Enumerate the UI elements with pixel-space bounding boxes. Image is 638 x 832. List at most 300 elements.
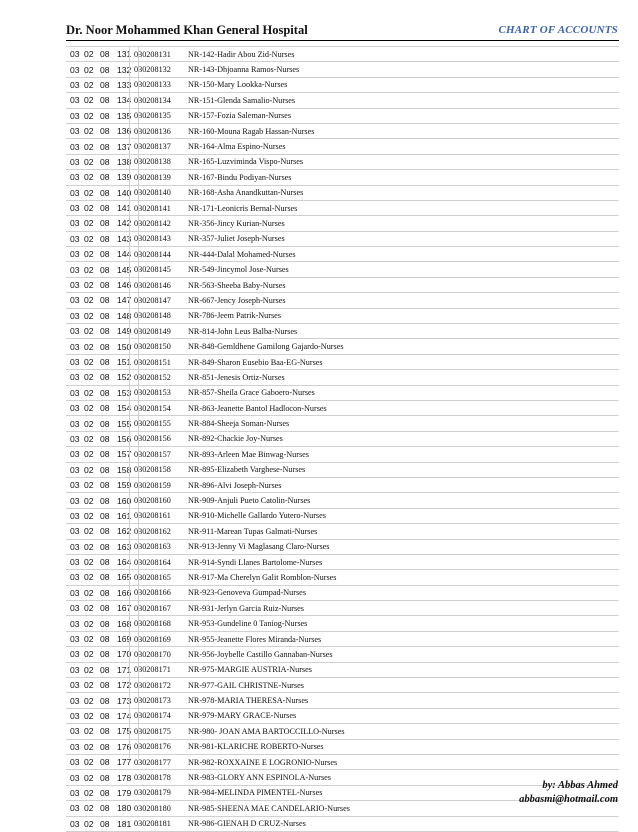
level2-code: 02	[80, 724, 96, 739]
account-name: NR-892-Chackie Joy-Nurses	[188, 431, 619, 446]
level2-code: 02	[80, 416, 96, 431]
level2-code: 02	[80, 247, 96, 262]
level4-code: 165	[113, 570, 134, 585]
level4-code: 148	[113, 308, 134, 323]
level2-code: 02	[80, 62, 96, 77]
level3-code: 08	[96, 308, 113, 323]
account-number: 030208178	[134, 770, 188, 785]
level2-code: 02	[80, 554, 96, 569]
table-row	[66, 308, 619, 323]
table-row	[66, 400, 619, 415]
level1-code: 03	[66, 185, 80, 200]
account-name: NR-917-Ma Cherelyn Galit Romblon-Nurses	[188, 570, 619, 585]
account-number: 030208160	[134, 493, 188, 508]
level1-code: 03	[66, 477, 80, 492]
account-number: 030208174	[134, 708, 188, 723]
level1-code: 03	[66, 816, 80, 831]
account-name: NR-667-Jency Joseph-Nurses	[188, 293, 619, 308]
level2-code: 02	[80, 185, 96, 200]
level1-code: 03	[66, 601, 80, 616]
table-row	[66, 647, 619, 662]
account-name: NR-982-ROXXAINE E LOGRONIO-Nurses	[188, 754, 619, 769]
level4-code: 166	[113, 585, 134, 600]
level2-code: 02	[80, 277, 96, 292]
level1-code: 03	[66, 447, 80, 462]
table-row	[66, 431, 619, 446]
account-name: NR-848-Gemldhene Gamilong Gajardo-Nurses	[188, 339, 619, 354]
level3-code: 08	[96, 123, 113, 138]
account-number: 030208179	[134, 785, 188, 800]
level2-code: 02	[80, 678, 96, 693]
account-name: NR-171-Leonicris Bernal-Nurses	[188, 200, 619, 215]
level4-code: 155	[113, 416, 134, 431]
level2-code: 02	[80, 770, 96, 785]
level4-code: 143	[113, 231, 134, 246]
account-name: NR-786-Jeem Patrik-Nurses	[188, 308, 619, 323]
level2-code: 02	[80, 647, 96, 662]
account-number: 030208169	[134, 631, 188, 646]
table-row	[66, 370, 619, 385]
account-name: NR-975-MARGIE AUSTRIA-Nurses	[188, 662, 619, 677]
table-row	[66, 62, 619, 77]
account-number: 030208143	[134, 231, 188, 246]
table-row	[66, 123, 619, 138]
level4-code: 141	[113, 200, 134, 215]
hospital-title: Dr. Noor Mohammed Khan General Hospital	[66, 23, 308, 37]
table-row	[66, 447, 619, 462]
header-divider	[66, 40, 619, 41]
account-name: NR-979-MARY GRACE-Nurses	[188, 708, 619, 723]
level1-code: 03	[66, 724, 80, 739]
level3-code: 08	[96, 739, 113, 754]
level4-code: 154	[113, 400, 134, 415]
level1-code: 03	[66, 108, 80, 123]
table-row	[66, 524, 619, 539]
account-name: NR-168-Asha Anandkuttan-Nurses	[188, 185, 619, 200]
account-number: 030208168	[134, 616, 188, 631]
level2-code: 02	[80, 601, 96, 616]
level4-code: 181	[113, 816, 134, 831]
level4-code: 156	[113, 431, 134, 446]
table-row	[66, 216, 619, 231]
level3-code: 08	[96, 354, 113, 369]
level4-code: 137	[113, 139, 134, 154]
level2-code: 02	[80, 693, 96, 708]
table-row	[66, 678, 619, 693]
level3-code: 08	[96, 554, 113, 569]
account-name: NR-913-Jenny Vi Maglasang Claro-Nurses	[188, 539, 619, 554]
account-number: 030208149	[134, 324, 188, 339]
account-number: 030208181	[134, 816, 188, 831]
level3-code: 08	[96, 801, 113, 816]
table-row	[66, 77, 619, 92]
author-credit: by: Abbas Ahmed	[542, 780, 618, 791]
level2-code: 02	[80, 662, 96, 677]
account-name: NR-953-Gundeline 0 Taniog-Nurses	[188, 616, 619, 631]
account-number: 030208159	[134, 477, 188, 492]
account-number: 030208138	[134, 154, 188, 169]
level3-code: 08	[96, 508, 113, 523]
account-number: 030208157	[134, 447, 188, 462]
level4-code: 135	[113, 108, 134, 123]
level3-code: 08	[96, 816, 113, 831]
table-row	[66, 293, 619, 308]
account-number: 030208158	[134, 462, 188, 477]
level4-code: 131	[113, 47, 134, 62]
table-row	[66, 139, 619, 154]
account-number: 030208173	[134, 693, 188, 708]
level1-code: 03	[66, 123, 80, 138]
level1-code: 03	[66, 308, 80, 323]
level1-code: 03	[66, 770, 80, 785]
account-number: 030208162	[134, 524, 188, 539]
account-name: NR-150-Mary Lookka-Nurses	[188, 77, 619, 92]
level1-code: 03	[66, 293, 80, 308]
account-number: 030208136	[134, 123, 188, 138]
level1-code: 03	[66, 508, 80, 523]
table-row	[66, 601, 619, 616]
account-number: 030208166	[134, 585, 188, 600]
level4-code: 161	[113, 508, 134, 523]
level3-code: 08	[96, 154, 113, 169]
level4-code: 172	[113, 678, 134, 693]
level1-code: 03	[66, 400, 80, 415]
level3-code: 08	[96, 370, 113, 385]
account-name: NR-160-Mouna Ragab Hassan-Nurses	[188, 123, 619, 138]
level4-code: 174	[113, 708, 134, 723]
account-name: NR-893-Arleen Mae Binwag-Nurses	[188, 447, 619, 462]
table-row	[66, 324, 619, 339]
level2-code: 02	[80, 585, 96, 600]
account-number: 030208150	[134, 339, 188, 354]
level4-code: 139	[113, 170, 134, 185]
account-name: NR-985-SHEENA MAE CANDELARIO-Nurses	[188, 801, 619, 816]
account-number: 030208146	[134, 277, 188, 292]
footer-signature	[519, 779, 618, 807]
level2-code: 02	[80, 493, 96, 508]
level2-code: 02	[80, 123, 96, 138]
account-number: 030208131	[134, 47, 188, 62]
level4-code: 132	[113, 62, 134, 77]
document-type-label: CHART OF ACCOUNTS	[498, 24, 618, 36]
level3-code: 08	[96, 47, 113, 62]
account-number: 030208165	[134, 570, 188, 585]
level3-code: 08	[96, 324, 113, 339]
account-number: 030208180	[134, 801, 188, 816]
level3-code: 08	[96, 77, 113, 92]
level3-code: 08	[96, 400, 113, 415]
level4-code: 176	[113, 739, 134, 754]
level1-code: 03	[66, 62, 80, 77]
account-number: 030208153	[134, 385, 188, 400]
account-number: 030208145	[134, 262, 188, 277]
level4-code: 173	[113, 693, 134, 708]
level3-code: 08	[96, 477, 113, 492]
level4-code: 133	[113, 77, 134, 92]
account-name: NR-356-Jincy Kurian-Nurses	[188, 216, 619, 231]
account-number: 030208161	[134, 508, 188, 523]
level4-code: 175	[113, 724, 134, 739]
level3-code: 08	[96, 170, 113, 185]
account-number: 030208167	[134, 601, 188, 616]
author-email: abbasmi@hotmail.com	[519, 794, 618, 805]
level3-code: 08	[96, 708, 113, 723]
level1-code: 03	[66, 324, 80, 339]
level3-code: 08	[96, 416, 113, 431]
level1-code: 03	[66, 416, 80, 431]
table-row	[66, 477, 619, 492]
level1-code: 03	[66, 524, 80, 539]
table-row	[66, 185, 619, 200]
level1-code: 03	[66, 139, 80, 154]
level3-code: 08	[96, 216, 113, 231]
accounts-table-body	[66, 47, 619, 832]
level4-code: 168	[113, 616, 134, 631]
account-number: 030208134	[134, 93, 188, 108]
level2-code: 02	[80, 262, 96, 277]
level1-code: 03	[66, 154, 80, 169]
account-number: 030208175	[134, 724, 188, 739]
level3-code: 08	[96, 93, 113, 108]
account-number: 030208132	[134, 62, 188, 77]
table-row	[66, 339, 619, 354]
account-name: NR-931-Jerlyn Garcia Ruiz-Nurses	[188, 601, 619, 616]
level3-code: 08	[96, 770, 113, 785]
level2-code: 02	[80, 308, 96, 323]
level4-code: 170	[113, 647, 134, 662]
level4-code: 163	[113, 539, 134, 554]
level3-code: 08	[96, 447, 113, 462]
account-name: NR-978-MARIA THERESA-Nurses	[188, 693, 619, 708]
table-row	[66, 570, 619, 585]
level2-code: 02	[80, 108, 96, 123]
table-row	[66, 462, 619, 477]
table-row	[66, 262, 619, 277]
level4-code: 152	[113, 370, 134, 385]
table-row	[66, 93, 619, 108]
account-number: 030208137	[134, 139, 188, 154]
level1-code: 03	[66, 554, 80, 569]
level1-code: 03	[66, 785, 80, 800]
account-name: NR-444-Dalal Mohamed-Nurses	[188, 247, 619, 262]
level1-code: 03	[66, 693, 80, 708]
account-name: NR-357-Juliet Joseph-Nurses	[188, 231, 619, 246]
account-number: 030208176	[134, 739, 188, 754]
table-row	[66, 200, 619, 215]
account-name: NR-986-GIENAH D CRUZ-Nurses	[188, 816, 619, 831]
level2-code: 02	[80, 431, 96, 446]
level3-code: 08	[96, 693, 113, 708]
level3-code: 08	[96, 247, 113, 262]
level2-code: 02	[80, 708, 96, 723]
table-row	[66, 616, 619, 631]
account-name: NR-167-Bindu Podiyan-Nurses	[188, 170, 619, 185]
level4-code: 150	[113, 339, 134, 354]
level4-code: 179	[113, 785, 134, 800]
level2-code: 02	[80, 324, 96, 339]
level4-code: 157	[113, 447, 134, 462]
account-name: NR-914-Syndi Llanes Bartolome-Nurses	[188, 554, 619, 569]
table-row	[66, 754, 619, 769]
account-number: 030208139	[134, 170, 188, 185]
level3-code: 08	[96, 231, 113, 246]
table-row	[66, 231, 619, 246]
table-row	[66, 554, 619, 569]
level2-code: 02	[80, 200, 96, 215]
level2-code: 02	[80, 524, 96, 539]
table-row	[66, 739, 619, 754]
level2-code: 02	[80, 400, 96, 415]
account-number: 030208177	[134, 754, 188, 769]
account-name: NR-165-Luzviminda Vispo-Nurses	[188, 154, 619, 169]
level3-code: 08	[96, 601, 113, 616]
level3-code: 08	[96, 462, 113, 477]
level2-code: 02	[80, 631, 96, 646]
level1-code: 03	[66, 662, 80, 677]
account-name: NR-923-Genoveva Gumpad-Nurses	[188, 585, 619, 600]
account-number: 030208141	[134, 200, 188, 215]
level1-code: 03	[66, 231, 80, 246]
level1-code: 03	[66, 631, 80, 646]
level1-code: 03	[66, 539, 80, 554]
level4-code: 140	[113, 185, 134, 200]
account-name: NR-956-Joybelle Castillo Gannaban-Nurses	[188, 647, 619, 662]
account-number: 030208156	[134, 431, 188, 446]
account-number: 030208170	[134, 647, 188, 662]
level3-code: 08	[96, 724, 113, 739]
account-name: NR-896-Alvi Joseph-Nurses	[188, 477, 619, 492]
level3-code: 08	[96, 385, 113, 400]
level2-code: 02	[80, 462, 96, 477]
level3-code: 08	[96, 293, 113, 308]
account-name: NR-984-MELINDA PIMENTEL-Nurses	[188, 785, 619, 800]
level3-code: 08	[96, 108, 113, 123]
level4-code: 151	[113, 354, 134, 369]
level2-code: 02	[80, 477, 96, 492]
table-row	[66, 631, 619, 646]
level4-code: 164	[113, 554, 134, 569]
level2-code: 02	[80, 154, 96, 169]
account-number: 030208171	[134, 662, 188, 677]
level1-code: 03	[66, 431, 80, 446]
level2-code: 02	[80, 354, 96, 369]
level3-code: 08	[96, 277, 113, 292]
level1-code: 03	[66, 247, 80, 262]
table-row	[66, 539, 619, 554]
account-name: NR-863-Jeanette Bantol Hadlocon-Nurses	[188, 400, 619, 415]
table-row	[66, 493, 619, 508]
account-number: 030208148	[134, 308, 188, 323]
level2-code: 02	[80, 570, 96, 585]
table-row	[66, 354, 619, 369]
accounts-table	[66, 46, 619, 832]
level4-code: 180	[113, 801, 134, 816]
level2-code: 02	[80, 47, 96, 62]
table-row	[66, 693, 619, 708]
level1-code: 03	[66, 570, 80, 585]
account-number: 030208142	[134, 216, 188, 231]
account-name: NR-849-Sharon Eusebio Baa-EG-Nurses	[188, 354, 619, 369]
table-row	[66, 385, 619, 400]
account-name: NR-895-Elizabeth Varghese-Nurses	[188, 462, 619, 477]
level2-code: 02	[80, 339, 96, 354]
table-row	[66, 724, 619, 739]
table-row	[66, 108, 619, 123]
level3-code: 08	[96, 262, 113, 277]
account-number: 030208154	[134, 400, 188, 415]
level2-code: 02	[80, 801, 96, 816]
account-number: 030208172	[134, 678, 188, 693]
level1-code: 03	[66, 93, 80, 108]
table-row	[66, 247, 619, 262]
level4-code: 144	[113, 247, 134, 262]
table-row	[66, 154, 619, 169]
level1-code: 03	[66, 370, 80, 385]
account-number: 030208133	[134, 77, 188, 92]
level4-code: 153	[113, 385, 134, 400]
level2-code: 02	[80, 447, 96, 462]
account-number: 030208155	[134, 416, 188, 431]
level3-code: 08	[96, 185, 113, 200]
table-row	[66, 708, 619, 723]
account-name: NR-980- JOAN AMA BARTOCCILLO-Nurses	[188, 724, 619, 739]
account-number: 030208144	[134, 247, 188, 262]
account-name: NR-981-KLARICHE ROBERTO-Nurses	[188, 739, 619, 754]
level3-code: 08	[96, 631, 113, 646]
account-name: NR-977-GAIL CHRISTNE-Nurses	[188, 678, 619, 693]
level1-code: 03	[66, 170, 80, 185]
level4-code: 162	[113, 524, 134, 539]
table-row	[66, 170, 619, 185]
level3-code: 08	[96, 647, 113, 662]
level2-code: 02	[80, 139, 96, 154]
level2-code: 02	[80, 616, 96, 631]
level1-code: 03	[66, 739, 80, 754]
column-divider	[138, 46, 139, 758]
table-row	[66, 508, 619, 523]
level2-code: 02	[80, 77, 96, 92]
level3-code: 08	[96, 662, 113, 677]
level1-code: 03	[66, 216, 80, 231]
level4-code: 171	[113, 662, 134, 677]
level4-code: 167	[113, 601, 134, 616]
table-row	[66, 47, 619, 62]
level1-code: 03	[66, 277, 80, 292]
level4-code: 160	[113, 493, 134, 508]
level2-code: 02	[80, 539, 96, 554]
account-name: NR-142-Hadir Abou Zid-Nurses	[188, 47, 619, 62]
account-name: NR-151-Glenda Samalio-Nurses	[188, 93, 619, 108]
level2-code: 02	[80, 216, 96, 231]
level4-code: 169	[113, 631, 134, 646]
level3-code: 08	[96, 339, 113, 354]
account-number: 030208147	[134, 293, 188, 308]
account-name: NR-884-Sheeja Soman-Nurses	[188, 416, 619, 431]
account-number: 030208152	[134, 370, 188, 385]
level1-code: 03	[66, 801, 80, 816]
account-name: NR-910-Michelle Gallardo Yutero-Nurses	[188, 508, 619, 523]
account-name: NR-857-Sheila Grace Gaboero-Nurses	[188, 385, 619, 400]
level2-code: 02	[80, 385, 96, 400]
level1-code: 03	[66, 354, 80, 369]
level4-code: 134	[113, 93, 134, 108]
level3-code: 08	[96, 431, 113, 446]
level3-code: 08	[96, 585, 113, 600]
level3-code: 08	[96, 754, 113, 769]
level1-code: 03	[66, 493, 80, 508]
level3-code: 08	[96, 785, 113, 800]
account-name: NR-955-Jeanette Flores Miranda-Nurses	[188, 631, 619, 646]
